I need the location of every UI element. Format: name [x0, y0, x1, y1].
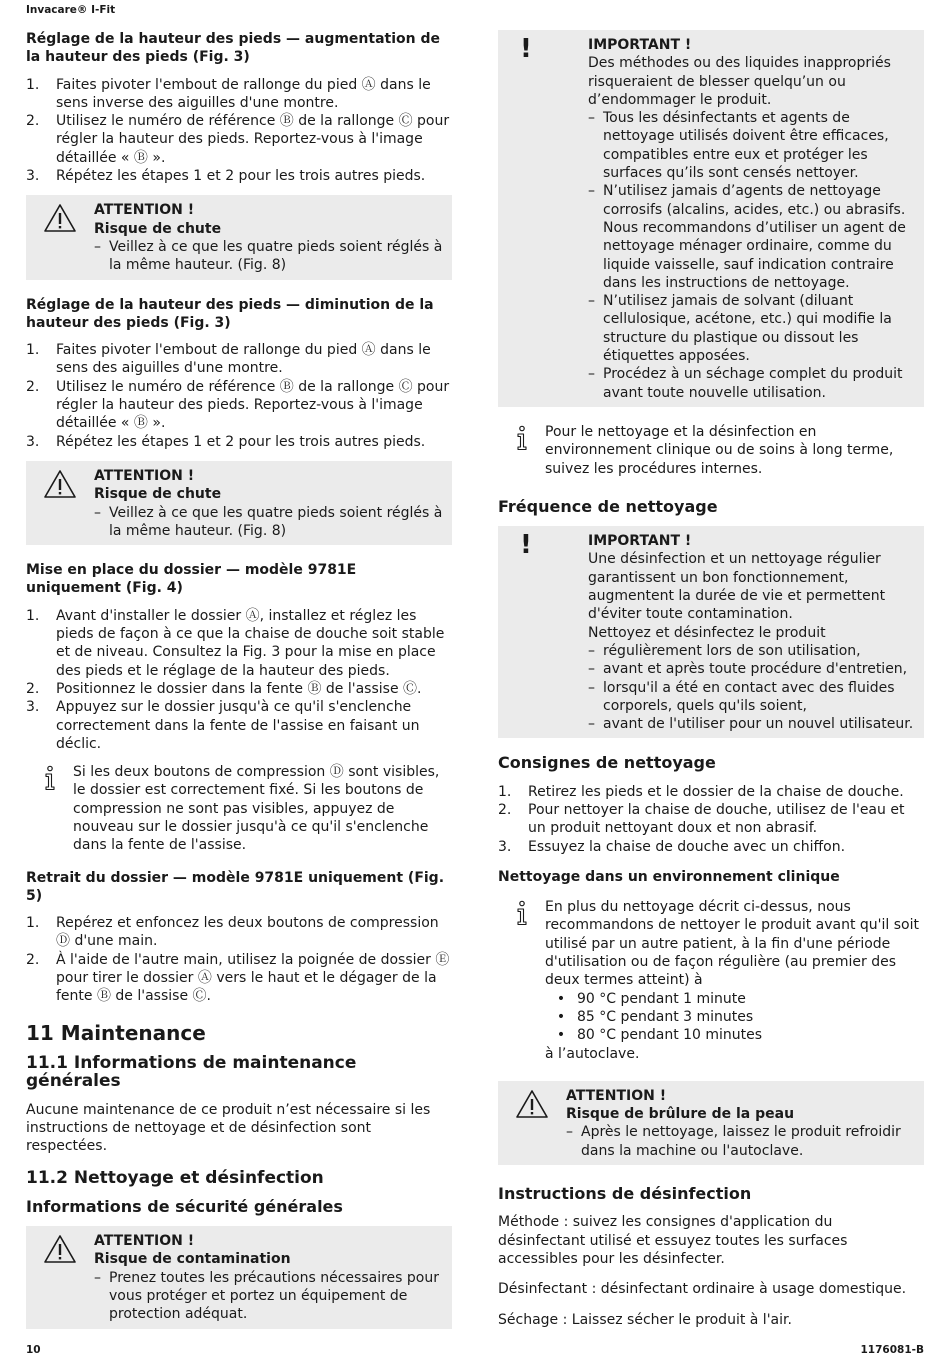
disinfection-drying: Séchage : Laissez sécher le produit à l'air.	[498, 1311, 792, 1328]
info-note-autoclave	[498, 898, 924, 1063]
steps-backrest-install	[26, 607, 452, 753]
exclamation-icon: !	[520, 530, 532, 561]
info-icon	[498, 898, 545, 1063]
important-box-frequency: ! IMPORTANT ! Une désinfection et un nettoyage régulier garantissent un bon fonctionnement, augmentent la durée de vie et permettent d'éviter toute contamination. Nettoyez et désinfectez le produit – régulièrement lors de son utilisation, – avant et après toute procédure d'entretien, – lorsqu'il a été en contact avec des fluides corporels, quels qu'ils soient, – avant de l'utiliser pour un nouvel utilisateur.	[498, 526, 924, 738]
important-item: lorsqu'il a été en contact avec des fluides corporels, quels qu'ils soient,	[603, 679, 895, 714]
warning-triangle-icon	[498, 1087, 566, 1160]
steps-cleaning	[498, 783, 924, 856]
warning-item: Veillez à ce que les quatre pieds soient réglés à la même hauteur. (Fig. 8)	[109, 504, 443, 539]
page-number: 10	[26, 1344, 41, 1356]
disinfection-product: Désinfectant : désinfectant ordinaire à usage domestique.	[498, 1281, 907, 1298]
document-code: 1176081-B	[860, 1344, 924, 1356]
important-item: Tous les désinfectants et agents de nettoyage utilisés doivent être efficaces, compatibles entre eux et protéger les surfaces qu’ils sont censés nettoyer.	[603, 110, 889, 182]
warning-box-contamination: ATTENTION ! Risque de contamination – Prenez toutes les précautions nécessaires pour vous protéger et portez un équipement de protection adéquat.	[26, 1226, 452, 1328]
steps-backrest-remove	[26, 914, 452, 1005]
important-intro: Des méthodes ou des liquides inappropriés risqueraient de blesser quelqu’un ou d’endommager le produit.	[588, 55, 891, 108]
right-column	[498, 30, 924, 1339]
important-intro: Une désinfection et un nettoyage régulier garantissent un bon fonctionnement, augmentent la durée de vie et permettent d'éviter toute contamination.	[588, 551, 886, 623]
info-icon	[26, 763, 73, 854]
warning-subtitle: Risque de chute	[94, 220, 222, 237]
warning-box-burn: ATTENTION ! Risque de brûlure de la peau – Après le nettoyage, laissez le produit refroidir dans la machine ou l'autoclave.	[498, 1081, 924, 1165]
list-item: • 80 °C pendant 10 minutes	[556, 1027, 763, 1044]
warning-item: Prenez toutes les précautions nécessaires pour vous protéger et portez un équipement de protection adéquat.	[109, 1269, 439, 1323]
instructions-heading: Consignes de nettoyage	[498, 753, 716, 773]
warning-item: Veillez à ce que les quatre pieds soient réglés à la même hauteur. (Fig. 8)	[109, 238, 443, 274]
warning-triangle-icon	[26, 467, 94, 540]
steps-decrease	[26, 341, 452, 451]
maintenance-heading: 11 Maintenance	[26, 1020, 206, 1045]
frequency-heading: Fréquence de nettoyage	[498, 496, 718, 516]
maintenance-general-heading: 11.1 Informations de maintenance générales	[26, 1052, 357, 1092]
warning-subtitle: Risque de brûlure de la peau	[566, 1106, 795, 1123]
important-item: N’utilisez jamais de solvant (diluant cellulosique, acétone, etc.) qui modifie la structure du plastique ou dissout les étiquettes apposées.	[603, 293, 892, 365]
maintenance-general-text: Aucune maintenance de ce produit n’est nécessaire si les instructions de nettoyage et de désinfection sont respectées.	[26, 1101, 431, 1155]
important-item: régulièrement lors de son utilisation,	[603, 642, 861, 659]
important-title: IMPORTANT !	[588, 533, 692, 550]
section-title-backrest-remove: Retrait du dossier — modèle 9781E uniquement (Fig. 5)	[26, 869, 445, 904]
clinical-heading: Nettoyage dans un environnement clinique	[498, 868, 840, 885]
safety-heading: Informations de sécurité générales	[26, 1196, 343, 1216]
info-note-text: En plus du nettoyage décrit ci-dessus, nous recommandons de nettoyer le produit avant qu'il soit utilisé par un autre patient, à la fin d'une période d'utilisation ou de façon régulière (au premier des deux termes atteint) à	[545, 899, 919, 989]
warning-triangle-icon	[26, 201, 94, 274]
disinfection-method: Méthode : suivez les consignes d'application du désinfectant utilisé et essuyez toutes les surfaces accessibles pour les désinfecter.	[498, 1214, 848, 1267]
warning-subtitle: Risque de chute	[94, 486, 222, 503]
info-note-text: Pour le nettoyage et la désinfection en environnement clinique ou de soins à long terme, suivez les procédures internes.	[545, 423, 894, 477]
list-item: 2. Pour nettoyer la chaise de douche, utilisez de l'eau et un produit nettoyant doux et non abrasif.	[498, 801, 905, 837]
info-note-text: Si les deux boutons de compression Ⓓ sont visibles, le dossier est correctement fixé. Si les boutons de compression ne sont pas visibles, appuyez de nouveau sur le dossier jusqu'à ce qu'il s'enclenche dans la fente de l'assise.	[73, 764, 440, 854]
important-item: avant de l'utiliser pour un nouvel utilisateur.	[603, 716, 914, 733]
disinfection-heading: Instructions de désinfection	[498, 1184, 752, 1204]
important-intro-2: Nettoyez et désinfectez le produit	[588, 624, 826, 641]
list-item: 3. Appuyez sur le dossier jusqu'à ce qu'il s'enclenche correctement dans la fente de l'assise en faisant un déclic.	[26, 699, 420, 752]
exclamation-icon: !	[520, 34, 532, 64]
warning-title: ATTENTION !	[94, 202, 195, 219]
cleaning-heading: 11.2 Nettoyage et désinfection	[26, 1168, 324, 1189]
warning-item: Après le nettoyage, laissez le produit refroidir dans la machine ou l'autoclave.	[581, 1124, 901, 1159]
list-item: 1. Faites pivoter l'embout de rallonge du pied Ⓐ dans le sens inverse des aiguilles d'une montre.	[26, 76, 431, 111]
list-item: 1. Repérez et enfoncez les deux boutons de compression Ⓓ d'une main.	[26, 915, 439, 950]
list-item: 2. Utilisez le numéro de référence Ⓑ de la rallonge Ⓒ pour régler la hauteur des pieds. Reportez-vous à l'image détaillée « Ⓑ ».	[26, 378, 450, 432]
list-item: 2. Utilisez le numéro de référence Ⓑ de la rallonge Ⓒ pour régler la hauteur des pieds. Reportez-vous à l'image détaillée « Ⓑ ».	[26, 113, 450, 166]
list-item: • 90 °C pendant 1 minute	[556, 990, 746, 1007]
section-title-increase: Réglage de la hauteur des pieds — augmentation de la hauteur des pieds (Fig. 3)	[26, 31, 440, 66]
steps-increase	[26, 76, 452, 186]
warning-title: ATTENTION !	[94, 467, 195, 484]
list-item: 1. Avant d'installer le dossier Ⓐ, installez et réglez les pieds de façon à ce que la chaise de douche soit stable et de niveau. Consultez la Fig. 3 pour la mise en place des pieds et le réglage de la hauteur des pieds.	[26, 607, 445, 679]
warning-triangle-icon	[26, 1232, 94, 1323]
info-icon	[498, 423, 545, 478]
left-column	[26, 30, 452, 1345]
warning-title: ATTENTION !	[566, 1087, 667, 1104]
list-item: 3. Essuyez la chaise de douche avec un chiffon.	[498, 838, 846, 855]
important-box-methods: ! IMPORTANT ! Des méthodes ou des liquides inappropriés risqueraient de blesser quelqu’un ou d’endommager le produit. – Tous les désinfectants et agents de nettoyage utilisés doivent être efficaces, compatibles entre eux et protéger les surfaces qu’ils sont censés nettoyer. – N’utilisez jamais d’agents de nettoyage corrosifs (alcalins, acides, etc.) ou abrasifs. Nous recommandons d’utiliser un agent de nettoyage ménager ordinaire, comme du liquide vaisselle, sauf indication contraire dans les instructions de nettoyage. – N’utilisez jamais de solvant (diluant cellulosique, acétone, etc.) qui modifie la structure du plastique ou dissout les étiquettes apposées. – Procédez à un séchage complet du produit avant toute nouvelle utilisation.	[498, 30, 924, 407]
info-note-end: à l’autoclave.	[545, 1045, 640, 1062]
important-item: Procédez à un séchage complet du produit avant toute nouvelle utilisation.	[603, 366, 903, 401]
warning-box-fall-1: ATTENTION ! Risque de chute – Veillez à ce que les quatre pieds soient réglés à la même hauteur. (Fig. 8)	[26, 195, 452, 279]
info-note-backrest	[26, 763, 452, 854]
list-item: 2. Positionnez le dossier dans la fente Ⓑ de l'assise Ⓒ.	[26, 680, 422, 697]
warning-box-fall-2: ATTENTION ! Risque de chute – Veillez à ce que les quatre pieds soient réglés à la même hauteur. (Fig. 8)	[26, 461, 452, 545]
list-item: 1. Retirez les pieds et le dossier de la chaise de douche.	[498, 783, 904, 800]
important-item: avant et après toute procédure d'entretien,	[603, 661, 908, 678]
info-note-clinical	[498, 423, 924, 478]
important-title: IMPORTANT !	[588, 37, 692, 53]
section-title-decrease: Réglage de la hauteur des pieds — diminution de la hauteur des pieds (Fig. 3)	[26, 296, 434, 331]
section-title-backrest-install: Mise en place du dossier — modèle 9781E uniquement (Fig. 4)	[26, 562, 357, 597]
list-item: 3. Répétez les étapes 1 et 2 pour les trois autres pieds.	[26, 168, 426, 185]
list-item: 3. Répétez les étapes 1 et 2 pour les trois autres pieds.	[26, 433, 426, 450]
warning-title: ATTENTION !	[94, 1233, 195, 1250]
list-item: 2. À l'aide de l'autre main, utilisez la poignée de dossier Ⓔ pour tirer le dossier Ⓐ vers le haut et le dégager de la fente Ⓑ de l'assise Ⓒ.	[26, 951, 450, 1005]
warning-subtitle: Risque de contamination	[94, 1251, 291, 1268]
list-item: • 85 °C pendant 3 minutes	[556, 1008, 754, 1025]
brand-header: Invacare® I-Fit	[26, 4, 116, 16]
list-item: 1. Faites pivoter l'embout de rallonge du pied Ⓐ dans le sens des aiguilles d'une montre.	[26, 342, 431, 377]
important-item: N’utilisez jamais d’agents de nettoyage corrosifs (alcalins, acides, etc.) ou abrasifs. Nous recommandons d’utiliser un agent de nettoyage ménager ordinaire, comme du liquide vaisselle, sauf indication contraire dans les instructions de nettoyage.	[603, 183, 906, 291]
